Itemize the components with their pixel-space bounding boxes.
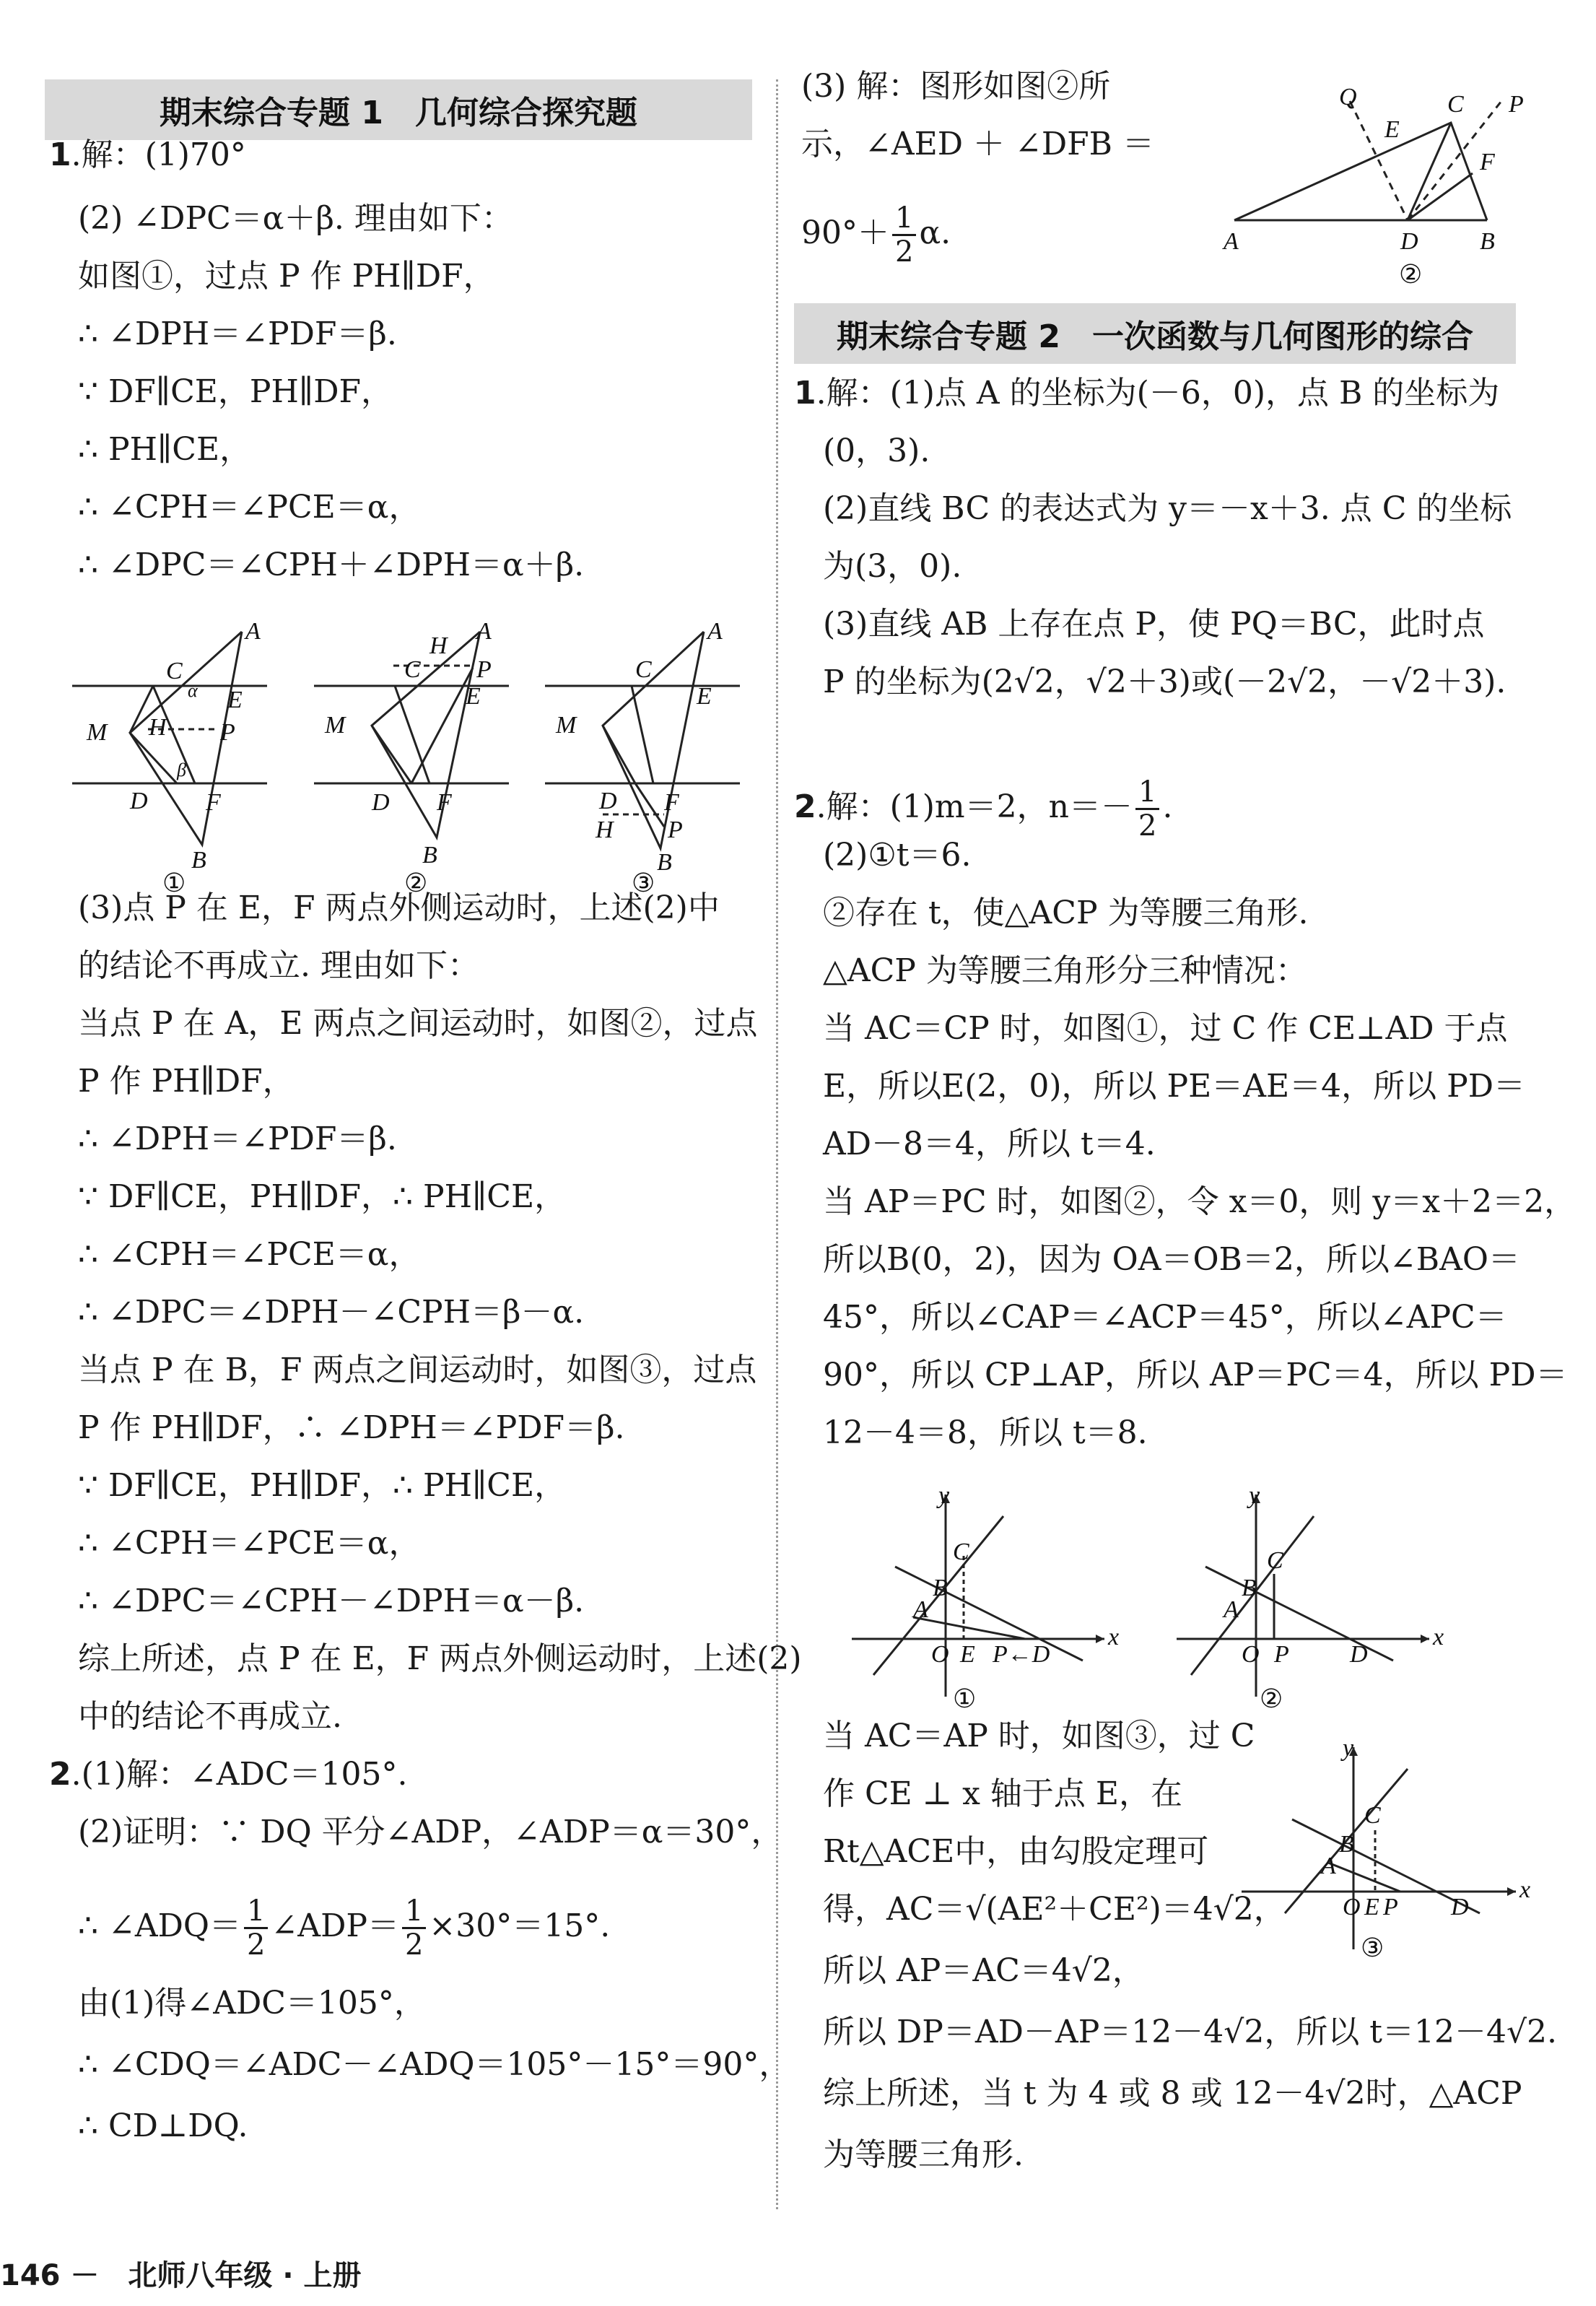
frac-num: 1 [244, 1895, 268, 1929]
line-text: 为(3，0). [823, 548, 962, 585]
svg-text:B: B [933, 1575, 948, 1601]
line-text: ∴ ∠CDQ＝∠ADC－∠ADQ＝105°－15°＝90°， [78, 2046, 791, 2083]
svg-text:C: C [1364, 1802, 1381, 1829]
svg-text:E: E [466, 683, 481, 710]
svg-text:E: E [1384, 116, 1400, 143]
line-text: 当 AC＝AP 时，如图③，过 C [823, 1718, 1255, 1754]
svg-text:C: C [1447, 91, 1464, 118]
right-text-line [823, 2012, 1557, 2053]
line-text: (3) 解：图形如图②所 [801, 68, 1111, 105]
svg-text:Q: Q [1339, 84, 1357, 110]
svg-text:D: D [1451, 1894, 1469, 1920]
line-text: .解：(1)点 A 的坐标为(－6，0)，点 B 的坐标为 [816, 375, 1500, 412]
right-text-line [823, 2074, 1522, 2114]
svg-text:P: P [668, 817, 683, 843]
line-text: P 作 PH∥DF，∴ ∠DPH＝∠PDF＝β. [78, 1409, 625, 1446]
right-text-line [823, 547, 961, 587]
left-text-line [49, 1754, 408, 1795]
right-text-line [823, 2135, 1024, 2175]
svg-text:B: B [1339, 1831, 1354, 1858]
line-text: 综上所述，点 P 在 E，F 两点外侧运动时，上述(2) [78, 1640, 802, 1677]
svg-text:F: F [1480, 149, 1495, 175]
line-text: P 作 PH∥DF， [78, 1063, 295, 1100]
question-number: 2 [49, 1756, 71, 1793]
line-text: ∴ ∠DPC＝∠CPH－∠DPH＝α－β. [78, 1583, 585, 1619]
aed-post: α. [919, 214, 951, 251]
line-text: 综上所述，当 t 为 4 或 8 或 12－4√2时，△ACP [823, 2075, 1522, 2112]
left-text-line [78, 256, 495, 297]
question-number: 1 [49, 136, 71, 173]
svg-text:M: M [325, 712, 346, 739]
right-text-line [823, 1240, 1520, 1280]
line-text: ∴ ∠DPC＝∠DPH－∠CPH＝β－α. [78, 1294, 585, 1331]
geometry-figure-1 [72, 618, 289, 898]
line-text: ∵ DF∥CE，PH∥DF，∴ PH∥CE， [78, 1467, 567, 1504]
svg-text:x: x [1108, 1624, 1120, 1650]
line-text: △ACP 为等腰三角形分三种情况： [823, 952, 1307, 989]
svg-text:E: E [697, 683, 712, 710]
svg-text:P: P [1274, 1641, 1289, 1668]
line-text: .解：(1)70° [71, 136, 246, 173]
left-text-line [78, 1523, 420, 1564]
page-footer: 146 － 北师八年级 · 上册 [0, 2259, 362, 2292]
left-text-line [78, 372, 393, 412]
line-text: 作 CE ⊥ x 轴于点 E，在 [823, 1775, 1183, 1812]
svg-text:y: y [1249, 1482, 1260, 1509]
svg-text:O: O [931, 1641, 949, 1668]
left-text-line [78, 1581, 584, 1622]
line-text: 中的结论不再成立. [78, 1698, 342, 1735]
left-text-line [78, 430, 251, 470]
column-divider [776, 79, 778, 2209]
right-text-line [823, 604, 1484, 645]
line-text: ∵ DF∥CE，PH∥DF， [78, 373, 393, 410]
adq-mid: ∠ADP＝ [271, 1907, 399, 1944]
fig-caption-1: ① [162, 869, 186, 897]
line-text: 得，AC＝√(AE²＋CE²)＝4√2， [823, 1891, 1286, 1928]
line-text: 如图①，过点 P 作 PH∥DF， [78, 258, 495, 295]
frac-num: 1 [402, 1895, 426, 1929]
fraction-half [892, 202, 916, 268]
right-text-line [823, 1832, 1208, 1872]
svg-text:A: A [707, 618, 723, 645]
right-text-line [823, 1066, 1525, 1107]
svg-text:A: A [1321, 1853, 1336, 1879]
right-text-line [823, 1009, 1508, 1049]
left-text-line [78, 199, 513, 239]
fig-caption-3: ③ [632, 869, 655, 897]
line-text: ∵ DF∥CE，PH∥DF，∴ PH∥CE， [78, 1178, 567, 1215]
line-text: 90°，所以 CP⊥AP，所以 AP＝PC＝4，所以 PD＝ [823, 1357, 1568, 1393]
left-text-line [78, 1983, 426, 2024]
line-text: (2)直线 BC 的表达式为 y＝－x＋3. 点 C 的坐标 [823, 490, 1512, 527]
line-text: (0，3). [823, 432, 930, 469]
geometry-figure-3 [545, 618, 762, 898]
aed-pre: 90°＋ [801, 214, 889, 251]
left-text-line [78, 1408, 625, 1448]
svg-text:H: H [149, 714, 167, 741]
right-text-line [823, 489, 1512, 529]
right-text-line [794, 373, 1499, 414]
line-text: 当 AP＝PC 时，如图②，令 x＝0，则 y＝x＋2＝2， [823, 1183, 1577, 1220]
left-text-line [78, 1466, 566, 1506]
left-text-line [78, 1119, 397, 1159]
svg-text:P←D: P←D [993, 1641, 1050, 1668]
svg-text:E: E [1364, 1894, 1379, 1920]
left-text-line [78, 487, 420, 528]
line-text: 45°，所以∠CAP＝∠ACP＝45°，所以∠APC＝ [823, 1299, 1507, 1336]
svg-text:y: y [1343, 1735, 1354, 1762]
right-text-line [823, 1182, 1576, 1222]
svg-text:B: B [191, 847, 206, 874]
svg-text:E: E [960, 1641, 975, 1668]
line-text: 为等腰三角形. [823, 2136, 1024, 2173]
line-text: ②存在 t，使△ACP 为等腰三角形. [823, 895, 1309, 931]
line-text: (3)直线 AB 上存在点 P，使 PQ＝BC，此时点 [823, 606, 1485, 643]
right-text-line [823, 1774, 1182, 1814]
coord-caption-3: ③ [1361, 1933, 1384, 1962]
svg-text:A: A [1224, 1596, 1239, 1623]
left-text-line [78, 1235, 420, 1275]
fig-caption-top: ② [1399, 260, 1423, 289]
left-text-line [78, 1697, 342, 1737]
svg-text:A: A [476, 618, 492, 645]
line-text: 的结论不再成立. 理由如下： [78, 947, 479, 984]
right-top-text-line [801, 124, 1154, 165]
right-top-text-line [801, 66, 1110, 107]
q2-post: . [1162, 788, 1173, 825]
line-text: (2)①t＝6. [823, 837, 972, 874]
adq-pre: ∴ ∠ADQ＝ [78, 1907, 241, 1944]
coord-caption-1: ① [953, 1684, 977, 1713]
left-text-line [78, 1812, 782, 1853]
left-text-line [78, 545, 584, 586]
left-text-line [78, 2045, 790, 2085]
line-text: .(1)解：∠ADC＝105°. [71, 1756, 408, 1793]
left-text-line [78, 1639, 802, 1679]
svg-text:D: D [599, 788, 617, 814]
right-text-line [823, 1355, 1568, 1396]
line-text: ∴ ∠DPH＝∠PDF＝β. [78, 316, 397, 352]
line-text: ∴ PH∥CE， [78, 431, 252, 468]
svg-text:D: D [130, 788, 148, 814]
coordinate-figure-1 [852, 1482, 1126, 1721]
svg-text:F: F [437, 789, 452, 816]
svg-text:H: H [596, 817, 614, 843]
svg-text:O: O [1343, 1894, 1361, 1920]
svg-text:β: β [177, 760, 186, 780]
frac-num: 1 [892, 202, 916, 236]
line-text: 当点 P 在 A，E 两点之间运动时，如图②，过点 [78, 1005, 758, 1042]
coordinate-figure-2 [1177, 1482, 1451, 1721]
left-text-line [49, 135, 246, 175]
svg-text:A: A [245, 618, 261, 645]
svg-text:P: P [1383, 1894, 1398, 1920]
right-text-line [823, 1297, 1507, 1338]
right-text-line [823, 1951, 1144, 1991]
svg-text:B: B [1242, 1575, 1257, 1601]
svg-text:E: E [227, 687, 243, 713]
coordinate-figure-3 [1242, 1735, 1545, 1974]
svg-text:B: B [1480, 228, 1495, 255]
svg-text:x: x [1433, 1624, 1444, 1650]
geometry-figure-top [1213, 79, 1559, 299]
svg-text:B: B [657, 849, 672, 876]
line-text: 所以B(0，2)，因为 OA＝OB＝2，所以∠BAO＝ [823, 1241, 1520, 1278]
svg-text:O: O [1242, 1641, 1260, 1668]
left-text-line [78, 1350, 756, 1391]
left-text-line [78, 1177, 566, 1217]
fraction-half [1135, 776, 1159, 842]
right-text-line [823, 1716, 1255, 1757]
right-text-line [823, 951, 1307, 991]
svg-text:P: P [1509, 91, 1524, 118]
right-text-line [823, 1124, 1156, 1165]
adq-fraction-line [78, 1895, 610, 1961]
right-text-line [823, 893, 1309, 934]
left-text-line [78, 1061, 295, 1102]
line-text: (3)点 P 在 E，F 两点外侧运动时，上述(2)中 [78, 889, 720, 926]
left-text-line [78, 1004, 757, 1044]
svg-text:F: F [664, 789, 679, 816]
svg-text:F: F [206, 789, 221, 816]
right-text-line [823, 1889, 1286, 1930]
left-text-line [78, 1292, 584, 1333]
svg-text:C: C [635, 656, 652, 683]
frac-num: 1 [1135, 776, 1159, 810]
line-text: ∴ ∠DPH＝∠PDF＝β. [78, 1121, 397, 1157]
line-text: ∴ ∠CPH＝∠PCE＝α， [78, 1525, 421, 1562]
svg-text:M: M [87, 719, 108, 746]
q2-pre: .解：(1)m＝2，n＝－ [816, 788, 1133, 825]
left-text-line [78, 946, 479, 986]
right-text-line [823, 662, 1506, 702]
section-header-2: 期末综合专题 2 一次函数与几何图形的综合 [794, 303, 1516, 364]
frac-den: 2 [404, 1928, 424, 1962]
line-text: (2) ∠DPC＝α＋β. 理由如下： [78, 200, 513, 237]
line-text: 所以 DP＝AD－AP＝12－4√2，所以 t＝12－4√2. [823, 2014, 1557, 2050]
fraction-half-2 [402, 1895, 426, 1961]
right-text-line [823, 1413, 1148, 1453]
line-text: ∴ ∠CPH＝∠PCE＝α， [78, 489, 421, 526]
frac-den: 2 [1138, 809, 1157, 843]
line-text: 所以 AP＝AC＝4√2， [823, 1952, 1144, 1989]
q2-part1-line [794, 776, 1172, 842]
line-text: ∴ CD⊥DQ. [78, 2107, 248, 2144]
svg-text:C: C [166, 658, 183, 684]
svg-text:B: B [422, 842, 437, 869]
right-text-line [823, 431, 930, 471]
line-text: ∴ ∠CPH＝∠PCE＝α， [78, 1236, 421, 1273]
aed-fraction-line [801, 202, 951, 268]
line-text: E，所以E(2，0)，所以 PE＝AE＝4，所以 PD＝ [823, 1068, 1526, 1105]
svg-text:A: A [1224, 228, 1239, 255]
coord-caption-2: ② [1260, 1684, 1283, 1713]
svg-text:x: x [1519, 1876, 1531, 1903]
svg-text:C: C [953, 1539, 969, 1565]
svg-text:C: C [1267, 1547, 1283, 1574]
left-text-line [78, 314, 397, 354]
line-text: AD－8＝4，所以 t＝4. [823, 1126, 1156, 1162]
line-text: P 的坐标为(2√2，√2＋3)或(－2√2，－√2＋3). [823, 663, 1506, 700]
svg-text:A: A [913, 1596, 928, 1623]
svg-text:P: P [220, 719, 235, 746]
svg-text:D: D [1350, 1641, 1368, 1668]
question-number: 1 [794, 375, 816, 412]
geometry-figure-2 [314, 618, 531, 898]
fig-caption-2: ② [404, 869, 428, 897]
line-text: Rt△ACE中，由勾股定理可 [823, 1833, 1209, 1870]
svg-text:D: D [1400, 228, 1418, 255]
line-text: ∴ ∠DPC＝∠CPH＋∠DPH＝α＋β. [78, 547, 585, 583]
line-text: 当点 P 在 B，F 两点之间运动时，如图③，过点 [78, 1352, 757, 1388]
line-text: 由(1)得∠ADC＝105°， [78, 1985, 426, 2022]
line-text: 示，∠AED ＋ ∠DFB ＝ [801, 126, 1155, 162]
frac-den: 2 [895, 235, 914, 269]
line-text: 12－4＝8，所以 t＝8. [823, 1414, 1148, 1451]
svg-text:P: P [476, 656, 492, 683]
svg-text:α: α [188, 680, 198, 701]
frac-den: 2 [246, 1928, 266, 1962]
svg-text:H: H [429, 632, 448, 659]
left-text-line [78, 2106, 248, 2146]
svg-text:M: M [556, 712, 577, 739]
svg-text:D: D [372, 789, 390, 816]
svg-text:C: C [404, 656, 421, 683]
svg-text:y: y [938, 1482, 950, 1509]
q2-number: 2 [794, 788, 816, 825]
adq-post: ×30°＝15°. [429, 1907, 611, 1944]
fraction-half-1 [244, 1895, 268, 1961]
section-header-1: 期末综合专题 1 几何综合探究题 [45, 79, 752, 140]
line-text: 当 AC＝CP 时，如图①，过 C 作 CE⊥AD 于点 [823, 1010, 1508, 1047]
line-text: (2)证明：∵ DQ 平分∠ADP，∠ADP＝α＝30°， [78, 1814, 783, 1850]
